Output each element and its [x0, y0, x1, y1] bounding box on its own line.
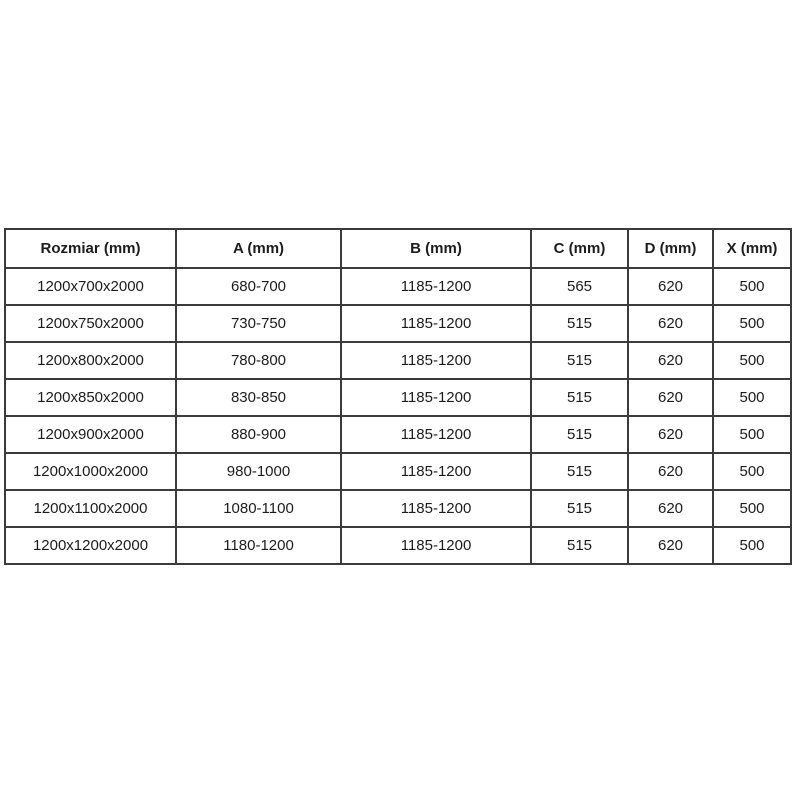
table-cell: 1180-1200: [176, 527, 341, 564]
column-header: A (mm): [176, 229, 341, 268]
dimensions-table: [4, 228, 792, 565]
table-row: [5, 342, 791, 379]
table-cell: 1185-1200: [341, 453, 531, 490]
table-cell: 620: [628, 305, 713, 342]
table-cell: 1185-1200: [341, 527, 531, 564]
table-cell: 515: [531, 527, 628, 564]
table-cell: 515: [531, 416, 628, 453]
table-cell: 1185-1200: [341, 379, 531, 416]
table-cell: 1200x900x2000: [5, 416, 176, 453]
table-cell: 500: [713, 527, 791, 564]
table-cell: 1080-1100: [176, 490, 341, 527]
table-cell: 780-800: [176, 342, 341, 379]
table-cell: 830-850: [176, 379, 341, 416]
table-cell: 1200x750x2000: [5, 305, 176, 342]
table-row: [5, 416, 791, 453]
table-cell: 500: [713, 453, 791, 490]
table-cell: 620: [628, 453, 713, 490]
table-row: [5, 305, 791, 342]
table-row: [5, 490, 791, 527]
table-cell: 500: [713, 490, 791, 527]
table-cell: 620: [628, 416, 713, 453]
table-cell: 1200x1000x2000: [5, 453, 176, 490]
table-cell: 880-900: [176, 416, 341, 453]
table-cell: 620: [628, 268, 713, 305]
table-body: [5, 268, 791, 564]
table-cell: 1185-1200: [341, 305, 531, 342]
table-cell: 515: [531, 342, 628, 379]
table-row: [5, 379, 791, 416]
table-cell: 500: [713, 416, 791, 453]
header-row: [5, 229, 791, 268]
table-cell: 1200x700x2000: [5, 268, 176, 305]
table-cell: 1185-1200: [341, 416, 531, 453]
column-header: X (mm): [713, 229, 791, 268]
table-cell: 1200x800x2000: [5, 342, 176, 379]
table-cell: 515: [531, 379, 628, 416]
column-header: D (mm): [628, 229, 713, 268]
table-cell: 515: [531, 490, 628, 527]
table-cell: 565: [531, 268, 628, 305]
table-cell: 515: [531, 305, 628, 342]
table-cell: 1185-1200: [341, 342, 531, 379]
table-cell: 500: [713, 379, 791, 416]
table-cell: 620: [628, 342, 713, 379]
table-cell: 620: [628, 490, 713, 527]
table-cell: 500: [713, 342, 791, 379]
table-cell: 620: [628, 527, 713, 564]
table-cell: 1185-1200: [341, 490, 531, 527]
table-cell: 980-1000: [176, 453, 341, 490]
table-cell: 680-700: [176, 268, 341, 305]
table-cell: 1200x1100x2000: [5, 490, 176, 527]
table-cell: 1200x1200x2000: [5, 527, 176, 564]
table-cell: 515: [531, 453, 628, 490]
table-cell: 1200x850x2000: [5, 379, 176, 416]
table-cell: 500: [713, 305, 791, 342]
table-cell: 730-750: [176, 305, 341, 342]
table-row: [5, 268, 791, 305]
table-cell: 1185-1200: [341, 268, 531, 305]
table-cell: 620: [628, 379, 713, 416]
column-header: B (mm): [341, 229, 531, 268]
dimensions-table-container: [4, 228, 790, 565]
column-header: Rozmiar (mm): [5, 229, 176, 268]
column-header: C (mm): [531, 229, 628, 268]
table-head: [5, 229, 791, 268]
table-row: [5, 453, 791, 490]
table-row: [5, 527, 791, 564]
table-cell: 500: [713, 268, 791, 305]
